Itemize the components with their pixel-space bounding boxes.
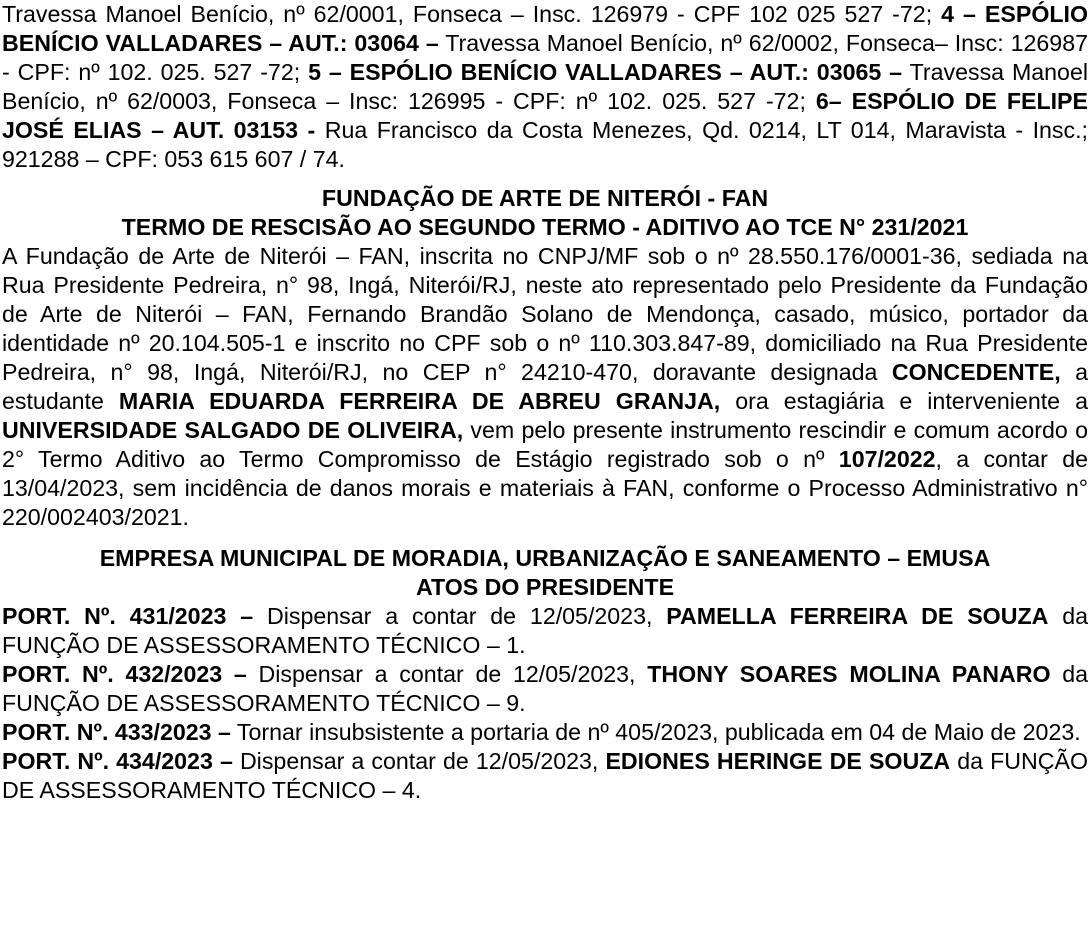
portaria-name: PAMELLA FERREIRA DE SOUZA [666,603,1049,629]
portaria-item [2,747,1088,805]
bold-run: 107/2022 [838,446,936,472]
section-subheading-termo: TERMO DE RESCISÃO AO SEGUNDO TERMO - ADITIVO AO TCE N° 231/2021 [121,214,969,240]
portaria-text: da FUNÇÃO DE ASSESSORAMENTO TÉCNICO – 4. [2,748,1088,803]
bold-run: MARIA EDUARDA FERREIRA DE ABREU GRANJA, [118,388,721,414]
portaria-text: Dispensar a contar de 12/05/2023, [246,661,648,687]
text-run: Travessa Manoel Benício, nº 62/0001, Fonseca – Insc. 126979 - CPF 102 025 527 -72; [2,1,942,27]
section-spacer [2,174,1088,184]
portaria-label: PORT. Nº. 433/2023 – [2,719,231,745]
portaria-item [2,660,1088,718]
bold-run: 5 – ESPÓLIO BENÍCIO VALLADARES – AUT.: 03065 – [308,59,903,85]
section-fan-paragraph [2,242,1088,532]
text-run: , a contar de 13/04/2023, sem incidência de danos morais e materiais à FAN, conforme o Processo Administrativo n° 220/002403/2021. [2,446,1088,530]
text-run: A Fundação de Arte de Niterói – FAN, inscrita no CNPJ/MF sob o nº 28.550.176/0001-36, sediada na Rua Presidente Pedreira, n° 98, Ingá, Niterói/RJ, neste ato representado pelo Presidente da Fundação de Arte de Niterói – FAN, Fernando Brandão Solano de Mendonça, casado, músico, portador da identidade nº 20.104.505-1 e inscrito no CPF sob o nº 110.303.847-89, domiciliado na Rua Presidente Pedreira, n° 98, Ingá, Niterói/RJ, no CEP n° 24210-470, doravante designada [2,243,1088,385]
portaria-label: PORT. Nº. 432/2023 – [2,661,247,687]
text-run: Travessa Manoel Benício, nº 62/0002, Fonseca– Insc: 126987 - CPF: nº 102. 025. 527 -72; [2,30,1088,85]
section-heading-fan: FUNDAÇÃO DE ARTE DE NITERÓI - FAN [321,185,769,211]
text-run: vem pelo presente instrumento rescindir e comum acordo o 2° Termo Aditivo ao Termo Compromisso de Estágio registrado sob o nº [2,417,1088,472]
section-emusa-autorizacoes-paragraph [2,0,1088,174]
portaria-label: PORT. Nº. 431/2023 – [2,603,254,629]
bold-run: 4 – ESPÓLIO BENÍCIO VALLADARES – AUT.: 03064 – [2,1,1088,56]
bold-run: CONCEDENTE, [891,359,1061,385]
portaria-name: EDIONES HERINGE DE SOUZA [605,748,951,774]
text-run: Travessa Manoel Benício, nº 62/0003, Fonseca – Insc: 126995 - CPF: nº 102. 025. 527 -72; [2,59,1089,114]
section-spacer [2,532,1088,544]
text-run: ora estagiária e interveniente a [720,388,1088,414]
portaria-text: Dispensar a contar de 12/05/2023, [232,748,606,774]
portaria-label: PORT. Nº. 434/2023 – [2,748,233,774]
portaria-item [2,602,1088,660]
text-run: a estudante [2,359,1088,414]
portaria-item [2,718,1088,747]
portaria-name: THONY SOARES MOLINA PANARO [647,661,1051,687]
section-subheading-atos: ATOS DO PRESIDENTE [415,574,675,600]
bold-run: UNIVERSIDADE SALGADO DE OLIVEIRA, [2,417,464,443]
portaria-text: da FUNÇÃO DE ASSESSORAMENTO TÉCNICO – 9. [2,661,1089,716]
section-heading-emusa: EMPRESA MUNICIPAL DE MORADIA, URBANIZAÇÃO E SANEAMENTO – EMUSA [99,545,991,571]
portaria-text: da FUNÇÃO DE ASSESSORAMENTO TÉCNICO – 1. [2,603,1089,658]
bold-run: 6– ESPÓLIO DE FELIPE JOSÉ ELIAS – AUT. 03153 - [2,88,1088,143]
text-run: Rua Francisco da Costa Menezes, Qd. 0214, LT 014, Maravista - Insc.; 921288 – CPF: 053 615 607 / 74. [2,117,1088,172]
portaria-text: Tornar insubsistente a portaria de nº 405/2023, publicada em 04 de Maio de 2023. [230,719,1081,745]
portaria-text: Dispensar a contar de 12/05/2023, [253,603,667,629]
